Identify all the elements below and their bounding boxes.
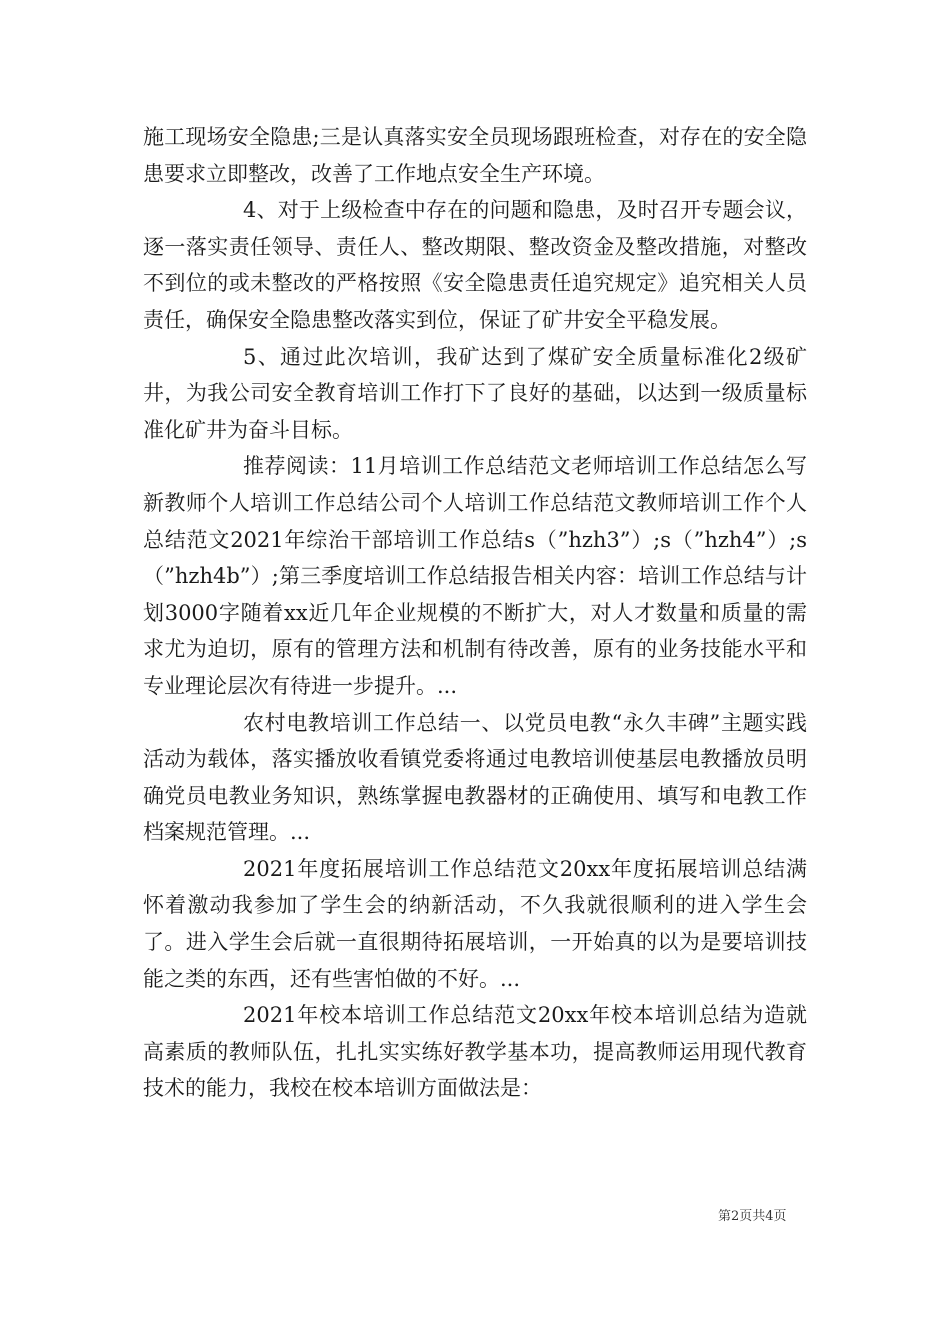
document-body [143, 119, 807, 1107]
paragraph-school-training: 2021年校本培训工作总结范文20xx年校本培训总结为造就高素质的教师队伍，扎扎实实练好教学基本功，提高教师运用现代教育技术的能力，我校在校本培训方面做法是： [143, 1003, 807, 1101]
paragraph-hazard-continuation: 施工现场安全隐患;三是认真落实安全员现场跟班检查，对存在的安全隐患要求立即整改，改善了工作地点安全生产环境。 [143, 125, 807, 186]
paragraph-item-5: 5、通过此次培训，我矿达到了煤矿安全质量标准化2级矿井，为我公司安全教育培训工作打下了良好的基础，以达到一级质量标准化矿井为奋斗目标。 [143, 344, 807, 442]
page-number-footer: 第2页共4页 [718, 1209, 787, 1224]
paragraph-expansion-training: 2021年度拓展培训工作总结范文20xx年度拓展培训总结满怀着激动我参加了学生会的纳新活动，不久我就很顺利的进入学生会了。进入学生会后就一直很期待拓展培训，一开始真的以为是要培训技能之类的东西，还有些害怕做的不好。... [143, 856, 807, 991]
paragraph-recommended-reading: 推荐阅读：11月培训工作总结范文老师培训工作总结怎么写新教师个人培训工作总结公司个人培训工作总结范文教师培训工作个人总结范文2021年综治干部培训工作总结s（”hzh3”）;s（”hzh4”）;s（”hzh4b”）;第三季度培训工作总结报告相关内容：培训工作总结与计划3000字随着xx近几年企业规模的不断扩大，对人才数量和质量的需求尤为迫切，原有的管理方法和机制有待改善，原有的业务技能水平和专业理论层次有待进一步提升。... [143, 454, 807, 698]
paragraph-rural-training: 农村电教培训工作总结一、以党员电教“永久丰碑”主题实践活动为载体，落实播放收看镇党委将通过电教培训使基层电教播放员明确党员电教业务知识，熟练掌握电教器材的正确使用、填写和电教工作档案规范管理。... [143, 710, 807, 845]
paragraph-item-4: 4、对于上级检查中存在的问题和隐患，及时召开专题会议，逐一落实责任领导、责任人、整改期限、整改资金及整改措施，对整改不到位的或未整改的严格按照《安全隐患责任追究规定》追究相关人员责任，确保安全隐患整改落实到位，保证了矿井安全平稳发展。 [143, 198, 807, 332]
